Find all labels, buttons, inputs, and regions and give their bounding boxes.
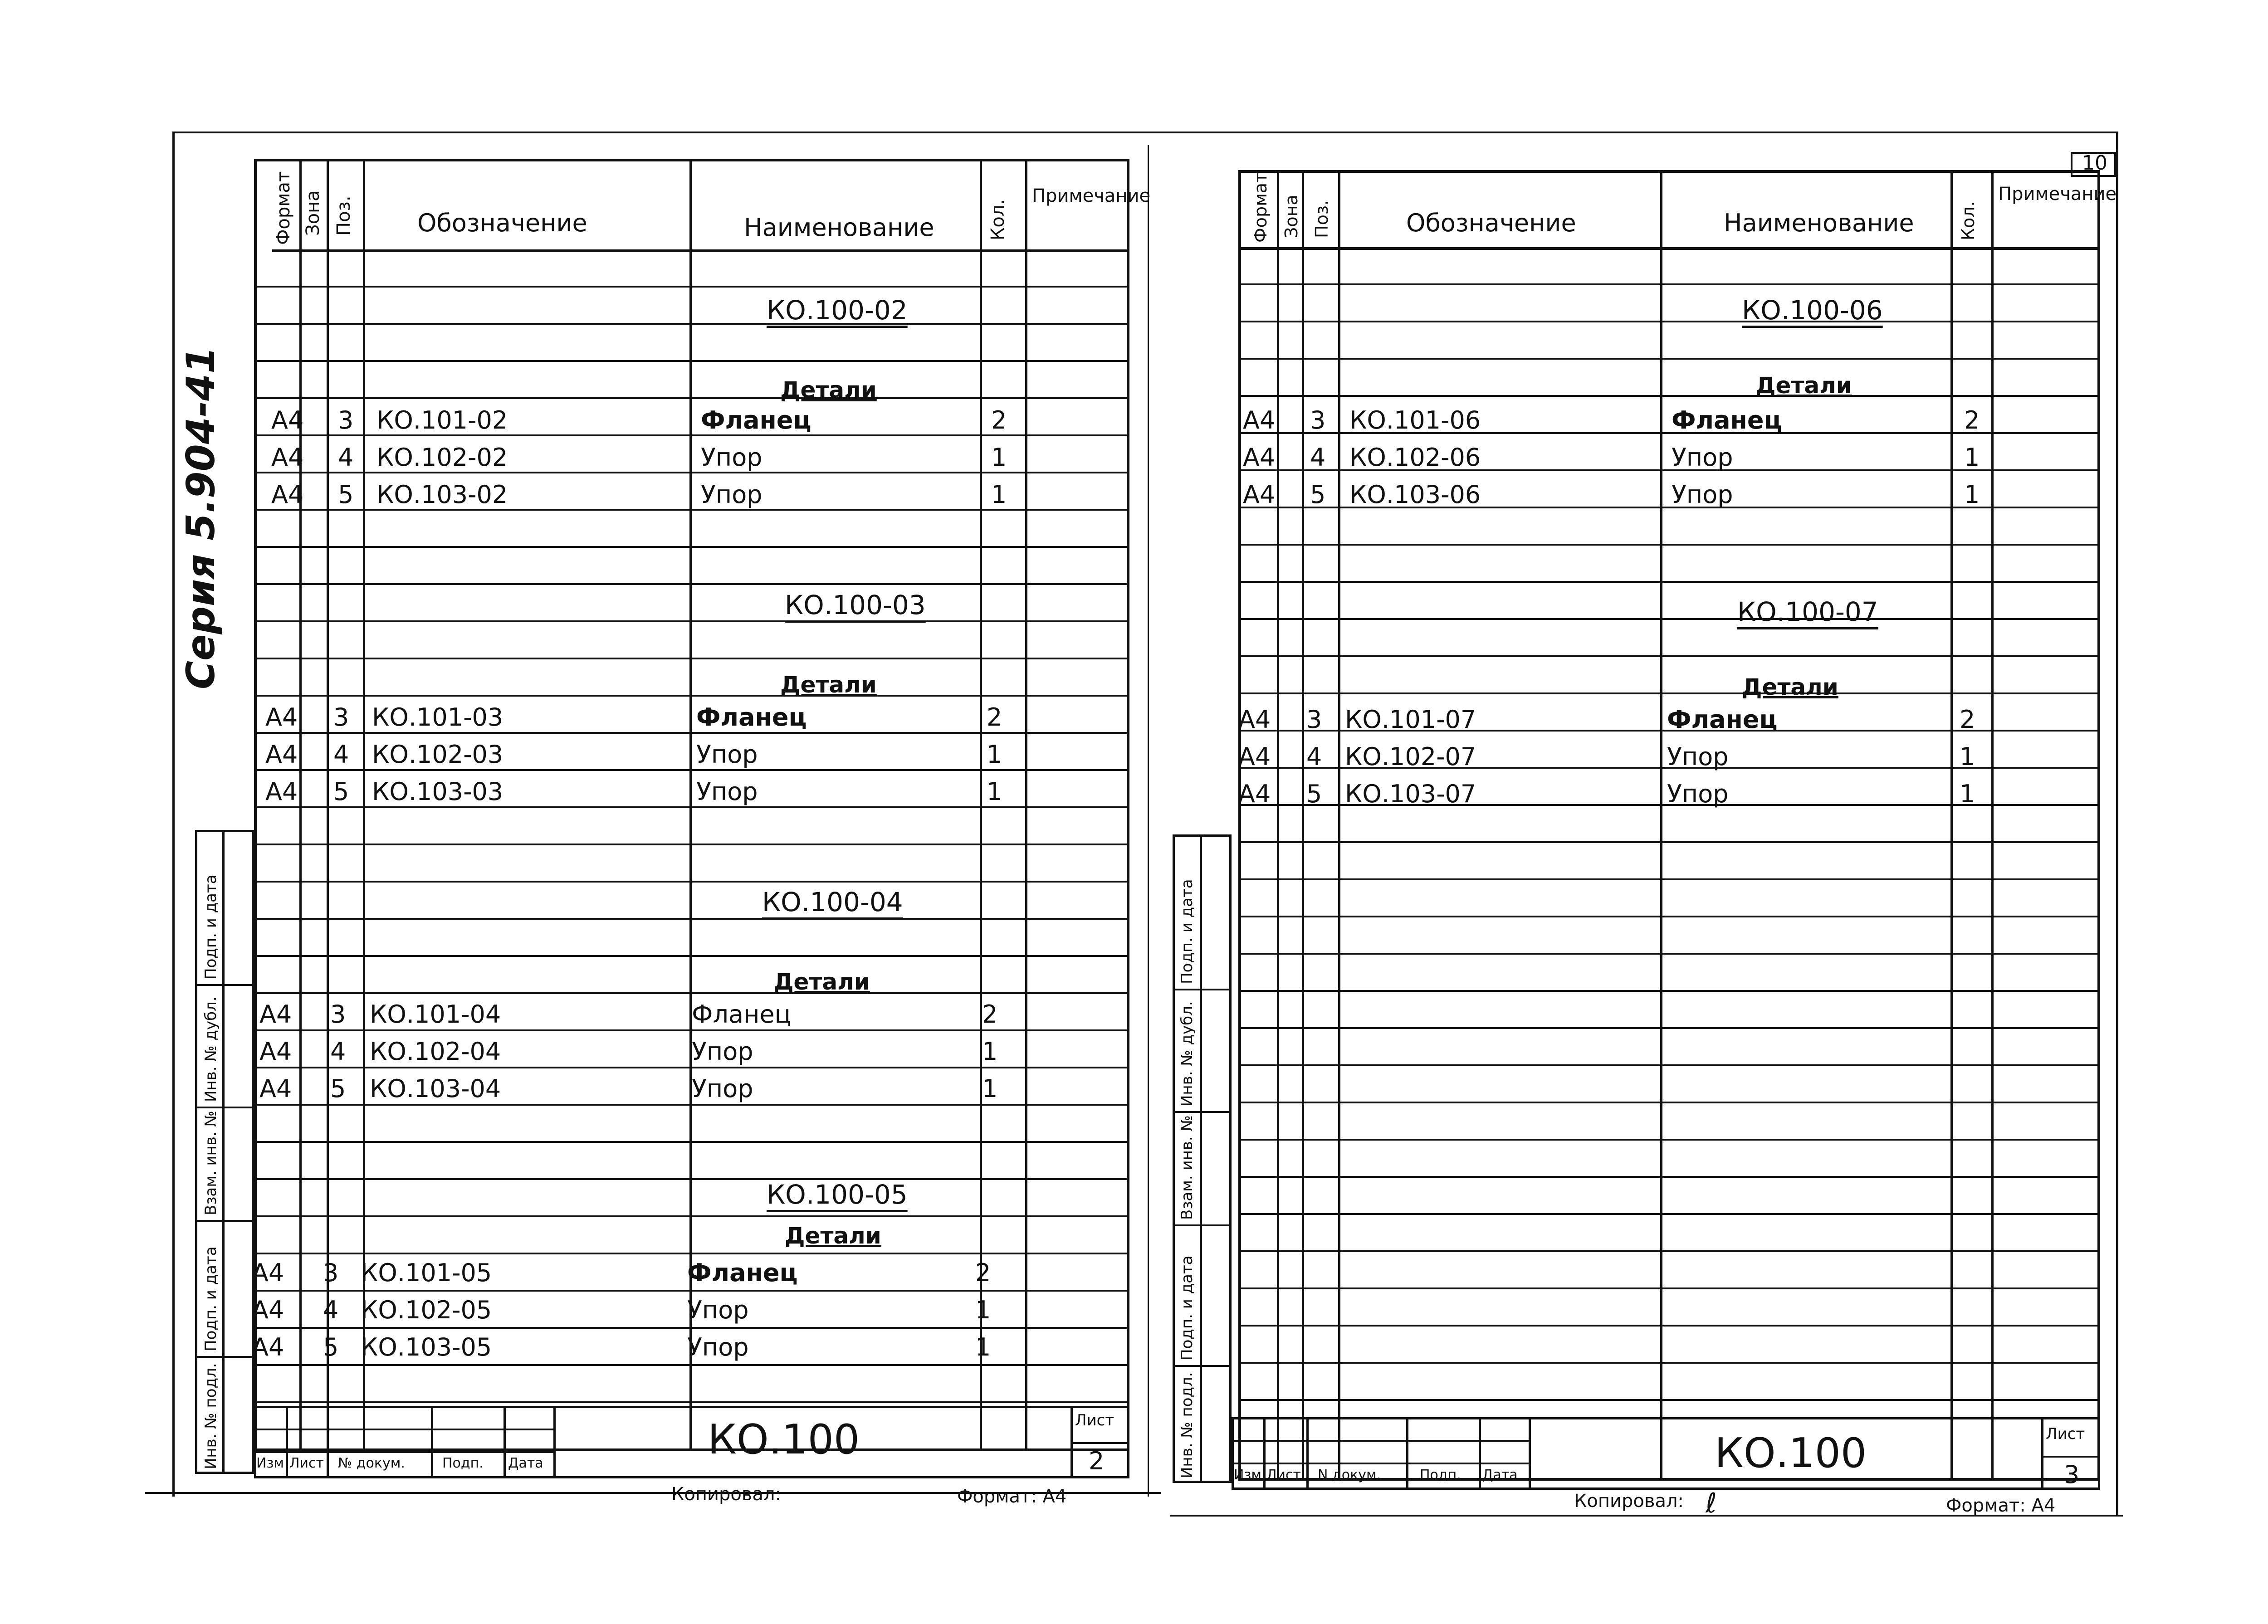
- cell-pos: 4: [1310, 443, 1326, 472]
- side-stamp-label: Подп. и дата: [202, 1246, 220, 1351]
- cell-name: Упор: [1672, 480, 1733, 509]
- section-subtitle: Детали: [785, 1223, 881, 1249]
- cell-name: Упор: [701, 443, 763, 472]
- tb-izm: Изм: [1234, 1467, 1262, 1483]
- cell-pos: 3: [1306, 705, 1322, 734]
- cell-designation: КО.101-03: [372, 703, 503, 732]
- section-subtitle: Детали: [780, 377, 877, 403]
- cell-pos: 5: [333, 777, 349, 806]
- cell-designation: КО.101-06: [1349, 406, 1481, 434]
- cell-qty: 2: [982, 1000, 998, 1029]
- cell-designation: КО.102-02: [376, 443, 508, 472]
- cell-designation: КО.103-06: [1349, 480, 1481, 509]
- row-line: [254, 806, 1129, 808]
- cell-name: Фланец: [1672, 406, 1782, 434]
- tb-line: [1232, 1440, 1529, 1442]
- section-title: КО.100-02: [767, 295, 908, 326]
- tb-line: [431, 1406, 433, 1478]
- side-stamp-line: [222, 830, 225, 1474]
- row-line: [254, 1364, 1129, 1366]
- tb-list: Лист: [289, 1455, 324, 1471]
- row-line: [254, 1327, 1129, 1329]
- row-line: [1238, 283, 2100, 285]
- cell-format: А4: [252, 1296, 284, 1324]
- side-stamp-label: Взам. инв. №: [1178, 1115, 1196, 1220]
- cell-pos: 5: [1310, 480, 1326, 509]
- right-col-line: [1660, 170, 1662, 1481]
- cell-designation: КО.101-05: [361, 1258, 492, 1287]
- row-line: [1238, 1064, 2100, 1066]
- side-stamp-label: Инв. № подл.: [202, 1363, 220, 1469]
- cell-designation: КО.101-02: [376, 406, 508, 434]
- side-stamp-line: [195, 1107, 254, 1108]
- tb-sheet-label: Лист: [2046, 1425, 2085, 1443]
- cell-name: Фланец: [687, 1258, 798, 1287]
- cell-format: А4: [271, 443, 304, 472]
- cell-designation: КО.103-02: [376, 480, 508, 509]
- side-stamp-line: [195, 1220, 254, 1222]
- cell-qty: 1: [975, 1333, 991, 1361]
- footer-copied: Копировал:: [671, 1484, 782, 1505]
- cell-pos: 3: [1310, 406, 1326, 434]
- row-line: [1238, 1287, 2100, 1289]
- side-stamp-line: [1173, 1111, 1232, 1113]
- row-line: [1238, 618, 2100, 620]
- row-line: [254, 1141, 1129, 1143]
- tb-line: [553, 1406, 556, 1478]
- cell-format: А4: [259, 1000, 292, 1029]
- row-line: [254, 1215, 1129, 1217]
- cell-qty: 1: [987, 740, 1002, 769]
- row-line: [1238, 1213, 2100, 1215]
- header-qty: Кол.: [1958, 201, 1978, 240]
- cell-format: А4: [271, 480, 304, 509]
- tb-doc-code: КО.100: [1715, 1429, 1867, 1477]
- row-line: [254, 1178, 1129, 1180]
- row-line: [1238, 1362, 2100, 1364]
- tb-line: [2041, 1456, 2100, 1458]
- cell-qty: 1: [1960, 780, 1975, 808]
- right-header-line: [1238, 247, 2100, 250]
- row-line: [254, 955, 1129, 957]
- cell-qty: 1: [975, 1296, 991, 1324]
- cell-designation: КО.102-07: [1345, 742, 1476, 771]
- row-line: [254, 472, 1129, 473]
- header-format: Формат: [1251, 172, 1271, 243]
- side-stamp-label: Инв. № дубл.: [1178, 1001, 1196, 1107]
- section-title: КО.100-06: [1742, 295, 1883, 326]
- cell-format: А4: [1243, 480, 1276, 509]
- cell-format: А4: [1243, 443, 1276, 472]
- row-line: [254, 583, 1129, 585]
- cell-name: Упор: [687, 1333, 749, 1361]
- cell-qty: 1: [991, 443, 1007, 472]
- tb-line: [1406, 1417, 1408, 1490]
- row-line: [254, 1029, 1129, 1031]
- row-line: [254, 1290, 1129, 1292]
- side-stamp-label: Взам. инв. №: [202, 1111, 220, 1215]
- header-name: Наименование: [744, 213, 934, 242]
- cell-name: Фланец: [692, 1000, 792, 1029]
- header-zone: Зона: [303, 190, 323, 236]
- row-line: [1238, 321, 2100, 322]
- header-designation: Обозначение: [417, 209, 587, 237]
- cell-designation: КО.101-04: [370, 1000, 501, 1029]
- left-header-line: [272, 249, 1129, 252]
- side-stamp-line: [195, 984, 254, 986]
- row-line: [1238, 841, 2100, 843]
- footer-format: Формат: А4: [1946, 1495, 2056, 1516]
- header-name: Наименование: [1724, 209, 1914, 237]
- row-line: [254, 286, 1129, 288]
- cell-format: А4: [265, 703, 298, 732]
- cell-format: А4: [1238, 705, 1271, 734]
- frame-right: [2116, 132, 2118, 1515]
- cell-qty: 1: [1964, 480, 1980, 509]
- cell-name: Фланец: [701, 406, 811, 434]
- cell-designation: КО.103-05: [361, 1333, 492, 1361]
- row-line: [254, 1067, 1129, 1068]
- cell-name: Упор: [696, 777, 758, 806]
- row-line: [254, 1401, 1129, 1403]
- cell-designation: КО.103-07: [1345, 780, 1476, 808]
- cell-format: А4: [259, 1074, 292, 1103]
- tb-sheet-number: 3: [2064, 1460, 2080, 1489]
- tb-line: [254, 1429, 553, 1430]
- frame-left: [172, 132, 175, 1497]
- cell-pos: 4: [333, 740, 349, 769]
- row-line: [254, 620, 1129, 622]
- cell-name: Упор: [692, 1074, 753, 1103]
- cell-pos: 3: [330, 1000, 346, 1029]
- tb-line: [254, 1451, 553, 1453]
- section-subtitle: Детали: [773, 969, 870, 995]
- cell-format: А4: [1238, 780, 1271, 808]
- row-line: [254, 769, 1129, 771]
- cell-designation: КО.102-05: [361, 1296, 492, 1324]
- cell-format: А4: [265, 740, 298, 769]
- tb-line: [2041, 1417, 2043, 1490]
- cell-pos: 4: [323, 1296, 339, 1324]
- row-line: [1238, 693, 2100, 694]
- frame-center-divider: [1148, 145, 1149, 1497]
- cell-qty: 1: [1960, 742, 1975, 771]
- section-title: КО.100-03: [785, 590, 926, 620]
- cell-format: А4: [252, 1333, 284, 1361]
- cell-pos: 4: [1306, 742, 1322, 771]
- tb-line: [1070, 1442, 1129, 1444]
- tb-line: [1479, 1417, 1481, 1490]
- row-line: [254, 658, 1129, 659]
- row-line: [1238, 544, 2100, 546]
- row-line: [254, 881, 1129, 883]
- cell-pos: 3: [333, 703, 349, 732]
- cell-name: Упор: [701, 480, 763, 509]
- cell-format: А4: [1243, 406, 1276, 434]
- row-line: [254, 397, 1129, 399]
- section-title: КО.100-05: [767, 1179, 908, 1210]
- cell-qty: 2: [1960, 705, 1975, 734]
- cell-name: Упор: [687, 1296, 749, 1324]
- footer-format: Формат: А4: [957, 1486, 1067, 1507]
- series-label: Серия 5.904-41: [178, 346, 224, 689]
- cell-pos: 4: [330, 1037, 346, 1066]
- cell-qty: 1: [1964, 443, 1980, 472]
- cell-format: А4: [252, 1258, 284, 1287]
- frame-top: [172, 132, 2118, 133]
- row-line: [1238, 1325, 2100, 1327]
- page-number: 10: [2082, 151, 2107, 175]
- cell-designation: КО.102-03: [372, 740, 503, 769]
- cell-qty: 2: [1964, 406, 1980, 434]
- row-line: [1238, 990, 2100, 992]
- left-col-line: [327, 159, 329, 1451]
- cell-format: А4: [265, 777, 298, 806]
- cell-format: А4: [1238, 742, 1271, 771]
- cell-pos: 5: [330, 1074, 346, 1103]
- cell-name: Упор: [1672, 443, 1733, 472]
- header-zone: Зона: [1281, 195, 1301, 238]
- cell-pos: 5: [1306, 780, 1322, 808]
- tb-sheet-number: 2: [1089, 1447, 1105, 1475]
- side-stamp-line: [1200, 834, 1202, 1483]
- tb-line: [1263, 1417, 1266, 1490]
- section-subtitle: Детали: [1755, 372, 1852, 399]
- cell-qty: 1: [982, 1037, 998, 1066]
- row-line: [1238, 395, 2100, 397]
- row-line: [254, 546, 1129, 548]
- cell-qty: 2: [991, 406, 1007, 434]
- right-col-line: [1950, 170, 1953, 1481]
- left-col-line: [1025, 159, 1027, 1451]
- row-line: [1238, 916, 2100, 917]
- header-format: Формат: [273, 171, 294, 245]
- cell-pos: 5: [323, 1333, 339, 1361]
- tb-line: [286, 1406, 288, 1478]
- cell-qty: 2: [987, 703, 1002, 732]
- tb-podp: Подп.: [1420, 1467, 1461, 1483]
- row-line: [254, 360, 1129, 362]
- cell-designation: КО.102-06: [1349, 443, 1481, 472]
- left-col-line: [980, 159, 982, 1451]
- cell-designation: КО.103-03: [372, 777, 503, 806]
- tb-izm: Изм: [256, 1455, 284, 1471]
- row-line: [254, 1104, 1129, 1106]
- left-col-line: [363, 159, 365, 1451]
- side-stamp-label: Инв. № подл.: [1178, 1372, 1196, 1478]
- row-line: [254, 434, 1129, 436]
- header-note: Примечание: [1998, 184, 2117, 205]
- right-table-frame: [1238, 170, 2117, 1481]
- row-line: [254, 323, 1129, 325]
- cell-pos: 3: [338, 406, 354, 434]
- cell-name: Упор: [692, 1037, 753, 1066]
- row-line: [1238, 1102, 2100, 1103]
- row-line: [254, 918, 1129, 920]
- row-line: [254, 992, 1129, 994]
- cell-designation: КО.103-04: [370, 1074, 501, 1103]
- row-line: [254, 732, 1129, 734]
- cell-name: Фланец: [1667, 705, 1778, 734]
- header-designation: Обозначение: [1406, 209, 1576, 237]
- row-line: [1238, 655, 2100, 657]
- row-line: [1238, 581, 2100, 583]
- row-line: [1238, 953, 2100, 955]
- tb-line: [327, 1406, 329, 1478]
- cell-name: Фланец: [696, 703, 807, 732]
- cell-qty: 2: [975, 1258, 991, 1287]
- right-col-line: [1302, 170, 1304, 1481]
- side-stamp-label: Инв. № дубл.: [202, 996, 220, 1102]
- cell-pos: 3: [323, 1258, 339, 1287]
- tb-podp: Подп.: [442, 1455, 484, 1471]
- signature-mark: ℓ: [1706, 1487, 1717, 1519]
- cell-qty: 1: [991, 480, 1007, 509]
- footer-copied: Копировал:: [1574, 1491, 1684, 1512]
- cell-qty: 1: [987, 777, 1002, 806]
- tb-data: Дата: [1482, 1467, 1518, 1483]
- tb-line: [1529, 1417, 1531, 1490]
- section-subtitle: Детали: [780, 672, 877, 698]
- tb-list: Лист: [1266, 1467, 1301, 1483]
- tb-line: [1232, 1463, 1529, 1464]
- cell-name: Упор: [1667, 742, 1729, 771]
- cell-pos: 4: [338, 443, 354, 472]
- header-qty: Кол.: [987, 199, 1008, 240]
- tb-sheet-label: Лист: [1075, 1411, 1114, 1429]
- left-col-line: [689, 159, 692, 1451]
- right-col-line: [1338, 170, 1340, 1481]
- side-stamp-line: [195, 1356, 254, 1358]
- side-stamp-label: Подп. и дата: [1178, 1255, 1196, 1361]
- right-col-line: [1277, 170, 1279, 1481]
- row-line: [1238, 1139, 2100, 1141]
- side-stamp-line: [1173, 1365, 1232, 1367]
- cell-pos: 5: [338, 480, 354, 509]
- row-line: [1238, 1027, 2100, 1029]
- tb-line: [1306, 1417, 1309, 1490]
- header-pos: Поз.: [1312, 200, 1332, 238]
- cell-name: Упор: [696, 740, 758, 769]
- row-line: [1238, 358, 2100, 360]
- row-line: [1238, 1399, 2100, 1401]
- section-title: КО.100-04: [762, 887, 903, 917]
- header-note: Примечание: [1032, 185, 1151, 206]
- row-line: [254, 844, 1129, 845]
- tb-line: [503, 1406, 506, 1478]
- tb-ndoc: № докум.: [338, 1455, 405, 1471]
- side-stamp-line: [1173, 1224, 1232, 1226]
- cell-designation: КО.102-04: [370, 1037, 501, 1066]
- side-stamp-label: Подп. и дата: [1178, 879, 1196, 984]
- row-line: [1238, 1176, 2100, 1178]
- section-subtitle: Детали: [1742, 674, 1838, 700]
- cell-qty: 1: [982, 1074, 998, 1103]
- cell-format: А4: [271, 406, 304, 434]
- row-line: [1238, 878, 2100, 880]
- tb-doc-code: КО.100: [708, 1416, 860, 1463]
- cell-designation: КО.101-07: [1345, 705, 1476, 734]
- row-line: [254, 1253, 1129, 1254]
- header-pos: Поз.: [333, 195, 354, 236]
- left-col-line: [299, 159, 302, 1451]
- row-line: [254, 695, 1129, 697]
- row-line: [1238, 1250, 2100, 1252]
- tb-data: Дата: [508, 1455, 543, 1471]
- row-line: [254, 509, 1129, 511]
- section-title: КО.100-07: [1737, 596, 1878, 627]
- side-stamp-label: Подп. и дата: [202, 874, 220, 980]
- cell-format: А4: [259, 1037, 292, 1066]
- tb-ndoc: N докум.: [1318, 1467, 1381, 1483]
- side-stamp-line: [1173, 989, 1232, 990]
- cell-name: Упор: [1667, 780, 1729, 808]
- right-col-line: [1991, 170, 1994, 1481]
